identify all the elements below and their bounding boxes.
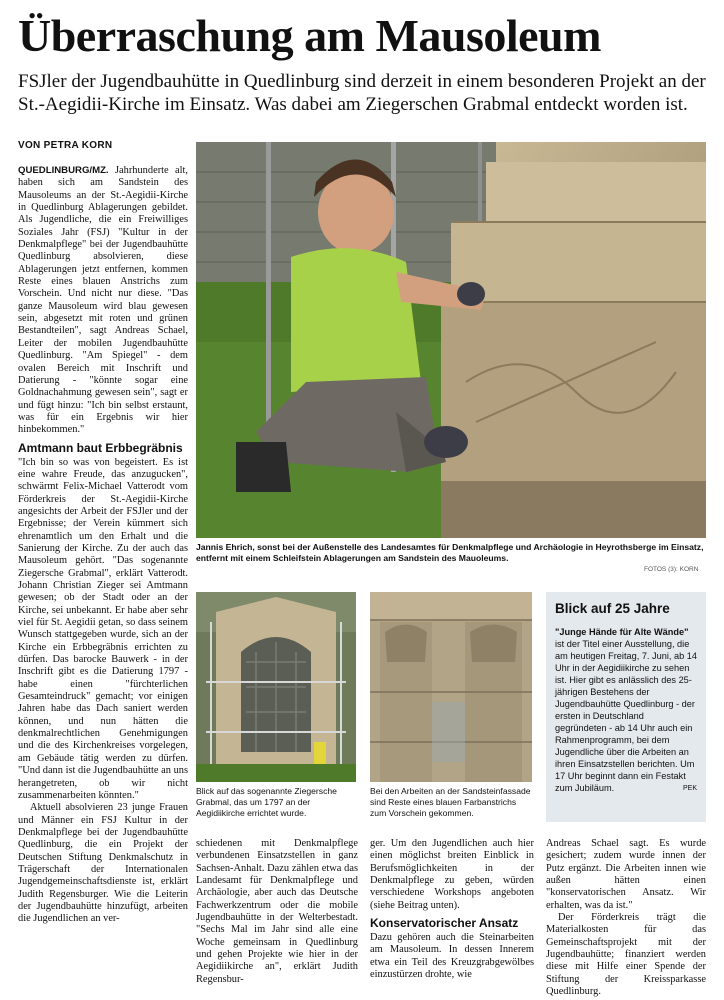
column-2: [196, 838, 358, 998]
info-box-signature: PEK: [682, 785, 697, 792]
photo-worker-cleaning-stone: [196, 142, 706, 538]
paragraph: Aktuell absolvieren 23 junge Frauen und Männer ein FSJ Kultur in der Denkmalpflege bei der Jugendbauhütte Quedlinburg, die ein Projekt der Deutschen Stiftung Denkmalschutz in Trägerschaft der Internationalen Jugendgemeinschaftsdienste ist, erklärt Judith Regensburger. Wie die Leiterin der Jugendbauhütte hinzufügt, arbeiten die Jugendlichen an ver-: [18, 802, 188, 925]
lead-paragraph: [18, 165, 188, 437]
subheadline: FSJler der Jugendbauhütte in Quedlinburg sind derzeit in einem besonderen Projekt an der St.-Aegidii-Kirche im Einsatz. Was dabei am Ziegerschen Grabmal entdeckt worden ist.: [18, 71, 706, 115]
dateline: QUEDLINBURG/MZ.: [18, 165, 109, 176]
subhead-konservatorisch: Konservatorischer Ansatz: [370, 916, 519, 931]
column-4: [546, 838, 706, 998]
main-photo-caption: Jannis Ehrich, sonst bei der Außenstelle des Landesamtes für Denkmalpflege und Archäologie in Heyrothsberge im Einsatz, entfernt mit einem Schleifstein Ablagerungen am Sandstein des Mauoleums.: [196, 542, 704, 563]
mausoleum-photo-caption: Blick auf das sogenannte Ziegersche Grabmal, das um 1797 an der Aegidiikirche errichtet wurde.: [196, 786, 337, 818]
paragraph: Dazu gehören auch die Steinarbeiten am Mausoleum. In dessen Innerem etwa ein Teil des Kreuzgrabgewölbes einzustürzen drohte, wie: [370, 932, 534, 981]
mausoleum-photo: [196, 592, 356, 782]
photo-mausoleum-scaffold: [196, 592, 356, 782]
photo-sandstone-facade: [370, 592, 532, 782]
paragraph: Der Förderkreis trägt die Materialkosten für das Gemeinschaftsprojekt mit der Jugendbauhütte; finanziert werden diese mit Hilfe einer Spende der Stiftung der Kreissparkasse Quedlinburg.: [546, 912, 706, 998]
column-3: [370, 838, 534, 998]
info-box-title: Blick auf 25 Jahre: [555, 601, 670, 616]
column-1: [18, 165, 188, 997]
info-box-body: [555, 626, 697, 794]
main-photo: [196, 142, 706, 538]
subhead-amtmann: Amtmann baut Erbbegräbnis: [18, 440, 183, 455]
paragraph: "Ich bin so was von begeistert. Es ist eine wahre Freude, das anzugucken", schwärmt Felix-Michael Vatterodt vom Förderkreis der St.-Aegidii-Kirche angesichts der Arbeit der FSJler und der Ergebnisse; der Verein kümmert sich ehrenamtlich um den Erhalt und die Sanierung der Kirche. Zu der auch das Mausoleum gehört. "Das sogenannte Ziegersche Grabmal", erklärt Vatterodt. Johann Christian Zieger sei Amtmann gewesen; ob der Stadt oder an der Kirche, sei unbekannt. Er habe aber sehr viel für St. Aegidii getan, so dass seinem Wunsch stattgegeben wurde, sich an der Kirche ein Erbbegräbnis errichten zu dürfen. Das barocke Bauwerk - in der Inschrift gibt es die Datierung 1797 - habe einen "fürchterlichen Gesamteindruck" gemacht; vor einigen Jahren habe das Dach saniert werden können, und nun hätten die denkmalrechtlichen Genehmigungen und die des Kirchenkreises vorgelegen, am Gebäude tätig werden zu dürfen. "Und dann ist die Jugendbauhütte an uns herangetreten, ob wir nicht zusammenarbeiten könnten.": [18, 456, 188, 801]
paragraph: schiedenen mit Denkmalpflege verbundenen Einsatzstellen in ganz Sachsen-Anhalt. Dazu zählen etwa das Landesamt für Denkmalpflege und Archäologie, aber auch das Deutsche Fachwerkzentrum oder die mobile Jugendbauhütte in der Welterbestadt. "Sechs Mal im Jahr sind alle eine Woche gemeinsam in Quedlinburg und gehen Projekte wie hier in der Aegidiikirche an", erklärt Judith Regensbur-: [196, 838, 358, 985]
paragraph: ger. Um den Jugendlichen auch hier einen möglichst breiten Einblick in Berufsmöglichkeiten in der Denkmalpflege zu geben, würden verschiedene Workshops angeboten (siehe Beitrag unten).: [370, 838, 534, 911]
info-box-lead: "Junge Hände für Alte Wände": [555, 627, 689, 637]
paragraph: Andreas Schael sagt. Es wurde gesichert; zudem wurde innen der Putz ergänzt. Die Arbeiten innen wie außen hätten einen "konservatorischen Ansatz. Wir erhalten, was da ist.": [546, 838, 706, 911]
photo-credit: FOTOS (3): KORN: [644, 566, 699, 573]
facade-photo-caption: Bei den Arbeiten an der Sandsteinfassade sind Reste eines blauen Farbanstrichs zum Vorschein gekommen.: [370, 786, 531, 818]
headline: Überraschung am Mausoleum: [18, 10, 601, 61]
lead-text: Jahrhunderte alt, haben sich am Sandstein des Mausoleums an der St.-Aegidii-Kirche in Quedlinburg Ablagerungen gebildet. Als Jugendliche, die ein Freiwilliges Soziales Jahr (FSJ) "Kultur in der Denkmalpflege" bei der Jugendbauhütte Quedlinburg absolvieren, diese Ablagerungen jetzt entfernen, kommen Reste eines blauen Anstrichs zum Vorschein. Und nicht nur diese. "Das ganze Mausoleum wird blau gewesen sein, abgesetzt mit roten und grünen Bestandteilen", sagt Andreas Schael, Leiter der mobilen Jugendbauhütte Quedlinburg. "Am Spiegel" - dem ovalen Bereich mit Inschrift und Datierung - "könnte sogar eine Goldnachahmung gewesen sein", sagt er und fügt hinzu: "Ich bin selbst erstaunt, was für ein Ergebnis wir hier hinbekommen.": [18, 165, 188, 436]
byline: VON PETRA KORN: [18, 140, 113, 151]
facade-photo: [370, 592, 532, 782]
info-box: [546, 592, 706, 822]
info-box-text: ist der Titel einer Ausstellung, die am heutigen Freitag, 7. Juni, ab 14 Uhr in der Aegidiikirche zu sehen ist. Hier gibt es anlässlich des 25-jährigen Bestehens der Jugendbauhütte Quedlinburg - der ersten in Deutschland gegründeten - ab 14 Uhr auch ein Rahmenprogramm, bei dem Jugendliche über die Arbeiten an ihren Einsatzstellen berichten. Um 17 Uhr beginnt dann ein Festakt zum Jubiläum.: [555, 639, 697, 793]
